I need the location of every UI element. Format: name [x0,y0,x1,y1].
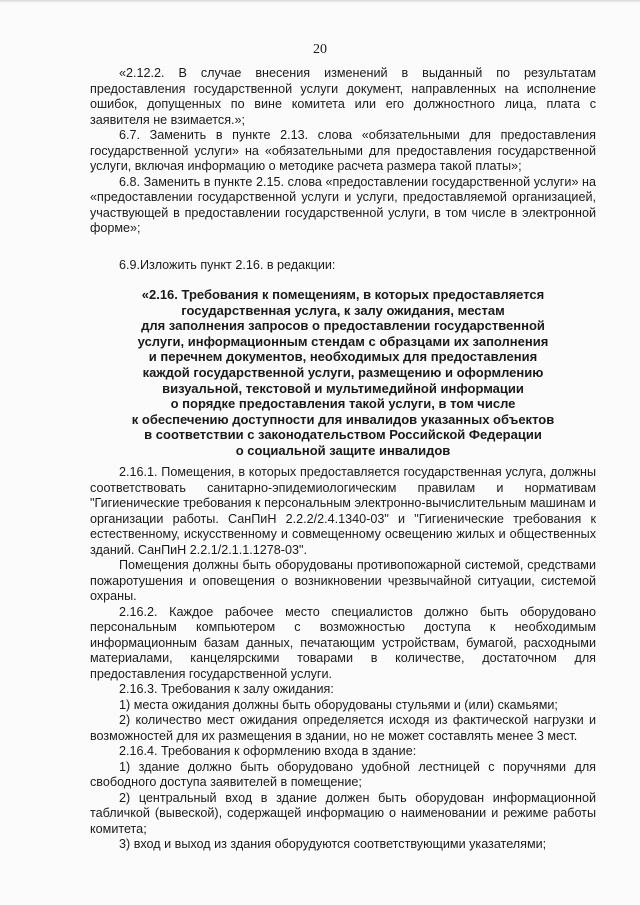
heading-line: визуальной, текстовой и мультимедийной информации [162,380,524,396]
heading-line: и перечнем документов, необходимых для предоставления [148,349,538,365]
heading-line: о порядке предоставления такой услуги, в том числе [170,396,516,412]
text-block-requirements [90,465,596,853]
page-number: 20 [313,42,327,57]
paragraph: «2.12.2. В случае внесения изменений в выданный по результатам предоставления государственной услуги документ, направленных на исполнение ошибок, допущенных по вине комитета или его должностного лица, плата с заявителя не взимается.»; [90,66,596,127]
heading-line: в соответствии с законодательством Российской Федерации [144,427,542,443]
paragraph: 2.16.4. Требования к оформлению входа в здание: [119,744,417,758]
heading-line: «2.16. Требования к помещениям, в которых предоставляется [141,287,545,302]
paragraph: 2.16.1. Помещения, в которых предоставляется государственная услуга, должны соответствовать санитарно-эпидемиологическим правилам и нормативам "Гигиенические требования к персональным электронно-вычислительным машинам и организации работы. СанПиН 2.2.2/2.4.1340-03" и "Гигиенические требования к естественному, искусственному и совмещенному освещению жилых и общественных зданий. СанПиН 2.2.1/2.1.1.1278-03". [90,465,596,557]
heading-line: для заполнения запросов о предоставлении государственной [141,318,545,334]
text-block-amendments [90,66,596,237]
heading-line: к обеспечению доступности для инвалидов указанных объектов [131,411,555,427]
section-heading-2-16 [90,287,596,459]
paragraph: 1) места ожидания должны быть оборудованы стульями и (или) скамьями; [119,697,558,712]
paragraph: 6.9.Изложить пункт 2.16. в редакции: [119,258,336,272]
paragraph: 2.16.2. Каждое рабочее место специалистов должно быть оборудовано персональным компьютером с возможностью доступа к необходимым информационным базам данных, печатающим устройствам, бумагой, расходными материалами, канцелярскими товарами в количестве, достаточном для предоставления государственной услуги. [90,604,596,681]
heading-line: услуги, информационным стендам с образцами их заполнения [137,333,549,349]
paragraph: 1) здание должно быть оборудовано удобной лестницей с поручнями для свободного доступа заявителей в помещение; [90,759,596,789]
paragraph: 6.8. Заменить в пункте 2.15. слова «предоставлении государственной услуги» на «предоставлении государственной услуги и услуги, предоставляемой организацией, участвующей в предоставлении государственной услуги, в том числе в электронной форме»; [90,174,596,235]
heading-line: государственная услуга, к залу ожидания, местам [181,302,505,318]
paragraph: Помещения должны быть оборудованы противопожарной системой, средствами пожаротушения и оповещения о возникновении чрезвычайной ситуации, системой охраны. [90,558,596,603]
paragraph: 6.7. Заменить в пункте 2.13. слова «обязательными для предоставления государственной услуги» на «обязательными для предоставления государственной услуги, включая информацию о методике расчета размера такой платы»; [90,128,596,173]
heading-line: каждой государственной услуги, размещению и оформлению [142,364,544,380]
paragraph: 3) вход и выход из здания оборудуются соответствующими указателями; [119,837,547,851]
paragraph: 2) центральный вход в здание должен быть оборудован информационной табличкой (вывеской), содержащей информацию о наименовании и режиме работы комитета; [90,790,596,836]
scan-edge [0,0,640,3]
heading-line: о социальной защите инвалидов [235,442,451,458]
paragraph: 2.16.3. Требования к залу ожидания: [119,682,334,696]
text-block-item-6-9 [90,258,596,274]
paragraph: 2) количество мест ожидания определяется исходя из фактической нагрузки и возможностей для их размещения в здании, но не может составлять менее 3 мест. [90,713,596,743]
